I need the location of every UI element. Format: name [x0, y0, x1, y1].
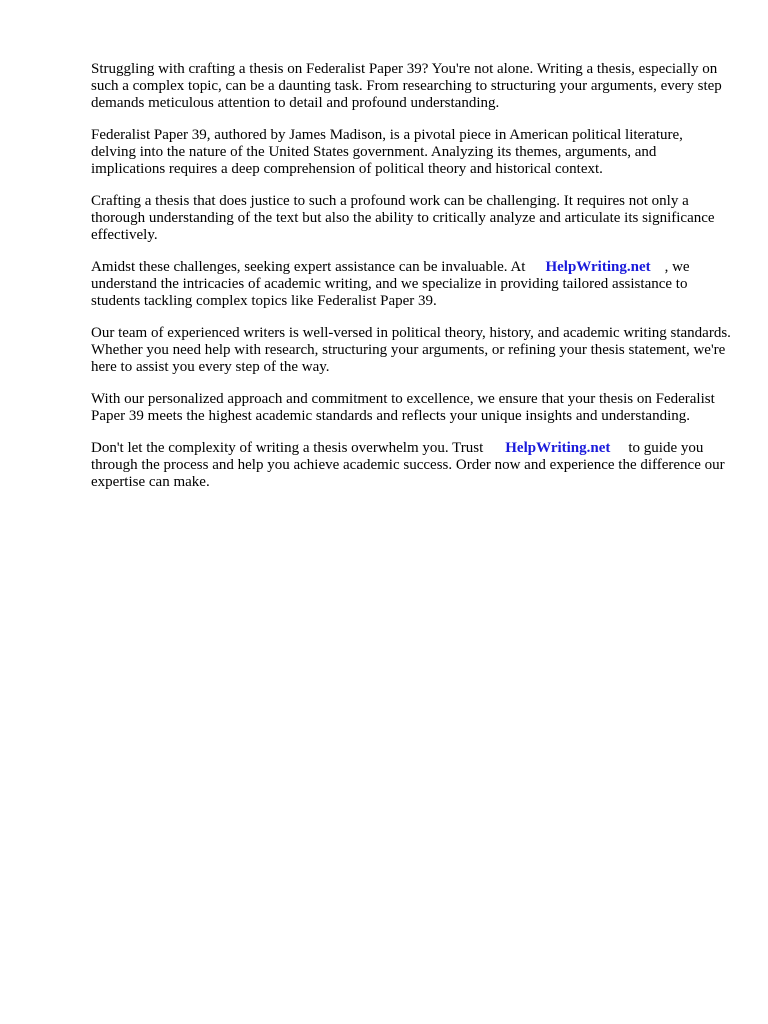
paragraph-intro: Struggling with crafting a thesis on Federalist Paper 39? You're not alone. Writing a thesis, especially on such a complex topic, can be a daunting task. From researching to structuring your arguments, every step demands meticulous attention to detail and profound understanding. — [91, 61, 722, 111]
helpwriting-link-1[interactable]: HelpWriting.net — [545, 259, 651, 275]
helpwriting-link-2[interactable]: HelpWriting.net — [505, 440, 611, 456]
paragraph-trust — [91, 440, 731, 491]
document-body — [91, 61, 731, 506]
paragraph-assistance-after: , we understand the intricacies of academic writing, and we specialize in providing tailored assistance to students tackling complex topics like Federalist Paper 39. — [91, 259, 690, 309]
paragraph-assistance-before: Amidst these challenges, seeking expert assistance can be invaluable. At — [91, 259, 526, 275]
paragraph-team: Our team of experienced writers is well-versed in political theory, history, and academic writing standards. Whether you need help with research, structuring your arguments, or refining your thesis statement, we're here to assist you every step of the way. — [91, 325, 731, 375]
paragraph-trust-before: Don't let the complexity of writing a thesis overwhelm you. Trust — [91, 440, 484, 456]
paragraph-trust-after: to guide you through the process and help you achieve academic success. Order now and experience the difference our expertise can make. — [91, 440, 725, 490]
paragraph-approach: With our personalized approach and commitment to excellence, we ensure that your thesis on Federalist Paper 39 meets the highest academic standards and reflects your unique insights and understanding. — [91, 391, 715, 424]
paragraph-assistance — [91, 259, 731, 310]
paragraph-madison: Federalist Paper 39, authored by James Madison, is a pivotal piece in American political literature, delving into the nature of the United States government. Analyzing its themes, arguments, and implications requires a deep comprehension of political theory and historical context. — [91, 127, 683, 177]
paragraph-challenge: Crafting a thesis that does justice to such a profound work can be challenging. It requires not only a thorough understanding of the text but also the ability to critically analyze and articulate its significance effectively. — [91, 193, 715, 243]
